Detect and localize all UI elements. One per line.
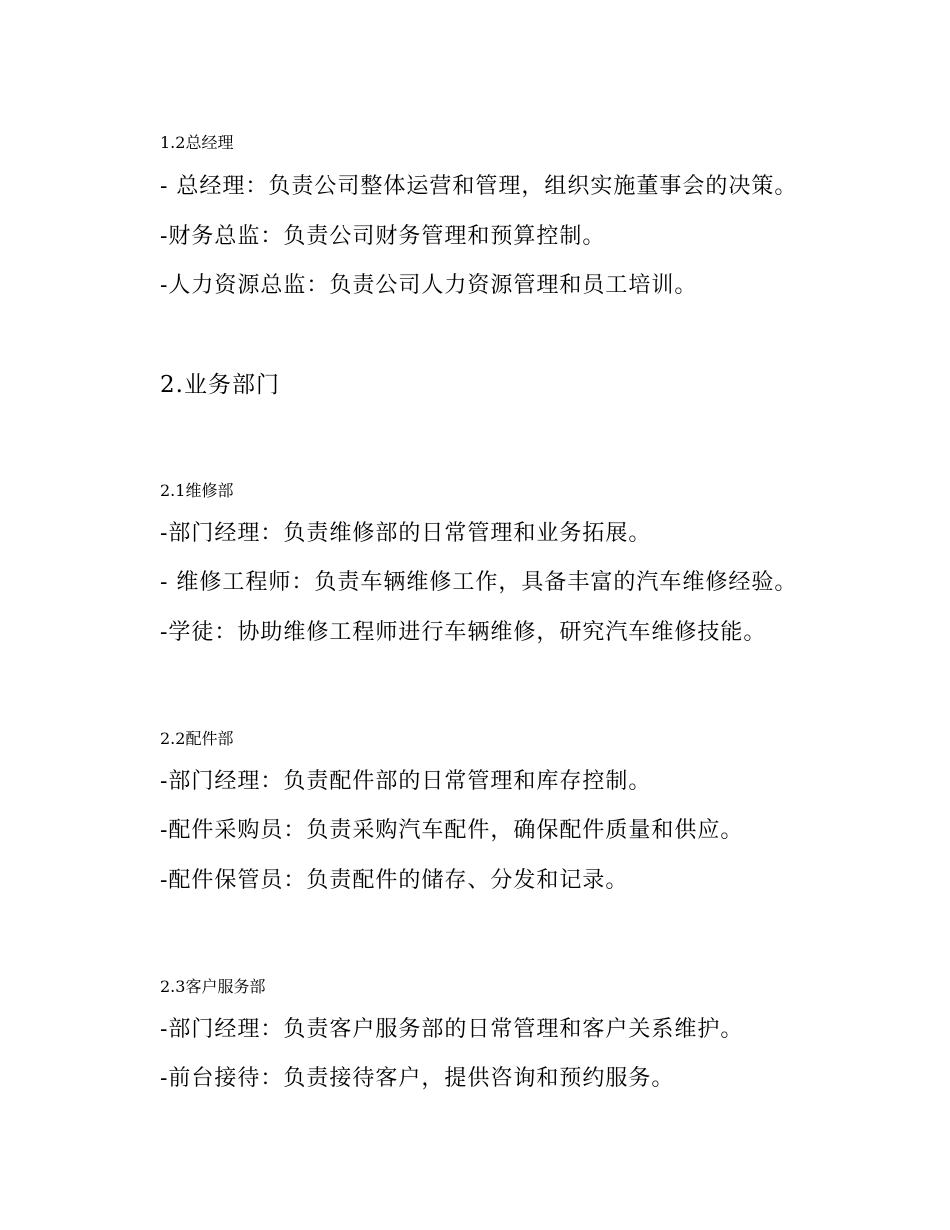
section-heading-general-manager: 1.2总经理 xyxy=(160,133,234,152)
list-item: -人力资源总监：负责公司人力资源管理和员工培训。 xyxy=(160,273,698,298)
major-heading-business-departments: 2.业务部门 xyxy=(160,372,280,398)
list-item: -部门经理：负责维修部的日常管理和业务拓展。 xyxy=(160,521,652,546)
list-item: - 总经理：负责公司整体运营和管理，组织实施董事会的决策。 xyxy=(160,174,798,199)
list-item: -学徒：协助维修工程师进行车辆维修，研究汽车维修技能。 xyxy=(160,620,767,645)
list-item: -配件采购员：负责采购汽车配件，确保配件质量和供应。 xyxy=(160,818,744,843)
list-item: - 维修工程师：负责车辆维修工作，具备丰富的汽车维修经验。 xyxy=(160,570,798,595)
list-item: -财务总监：负责公司财务管理和预算控制。 xyxy=(160,224,606,249)
list-item: -配件保管员：负责配件的储存、分发和记录。 xyxy=(160,868,629,893)
section-heading-parts: 2.2配件部 xyxy=(160,729,234,748)
section-heading-customer-service: 2.3客户服务部 xyxy=(160,977,266,996)
list-item: -部门经理：负责配件部的日常管理和库存控制。 xyxy=(160,769,652,794)
list-item: -部门经理：负责客户服务部的日常管理和客户关系维护。 xyxy=(160,1017,744,1042)
section-heading-repair: 2.1维修部 xyxy=(160,481,234,500)
list-item: -前台接待：负责接待客户，提供咨询和预约服务。 xyxy=(160,1066,675,1091)
